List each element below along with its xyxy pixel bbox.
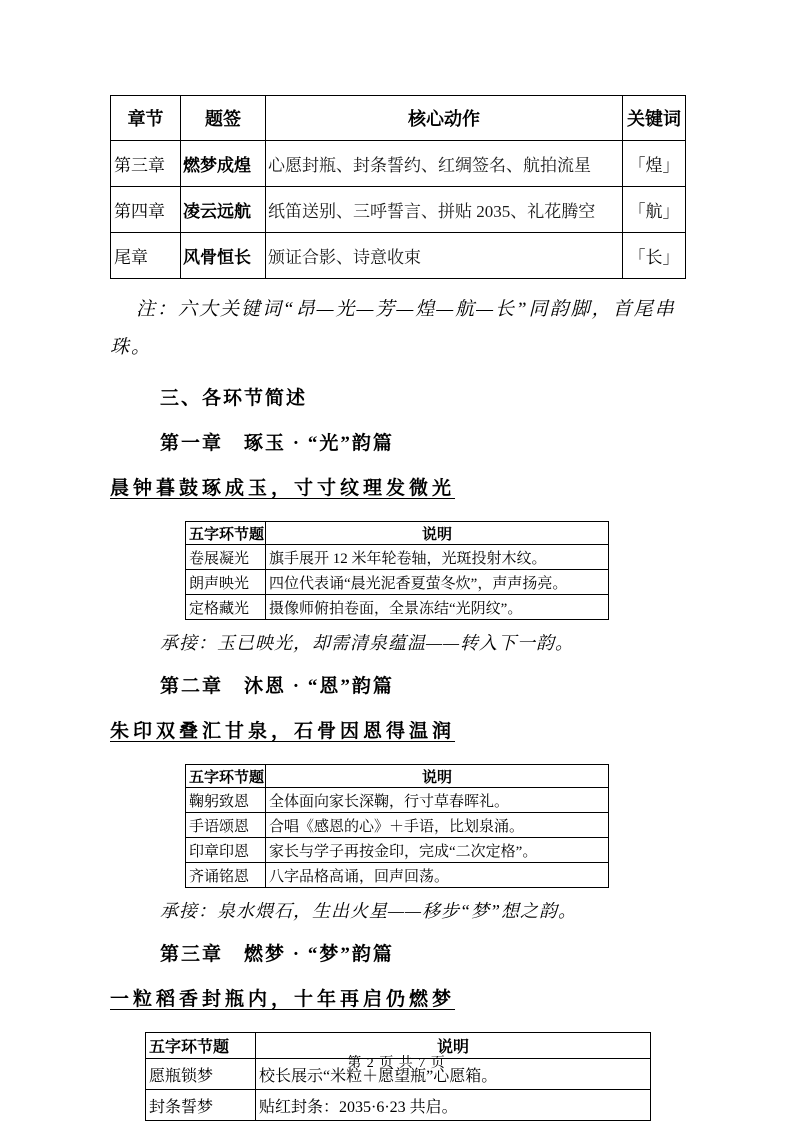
note-paragraph: 注：六大关键词“昂—光—芳—煌—航—长”同韵脚，首尾串珠。 [110, 299, 676, 358]
col-header-step-title: 五字环节题 [146, 1033, 256, 1059]
actions-cell: 心愿封瓶、封条誓约、红绸签名、航拍流星 [266, 141, 623, 187]
table-row [186, 595, 609, 620]
actions-cell: 纸笛送别、三呼誓言、拼贴 2035、礼花腾空 [266, 187, 623, 233]
tag-cell: 凌云远航 [181, 187, 266, 233]
keyword-cell: 「长」 [623, 233, 686, 279]
step-title-cell: 手语颂恩 [186, 813, 266, 838]
col-header-description: 说明 [256, 1033, 651, 1059]
table-row [111, 141, 686, 187]
col-header-actions: 核心动作 [266, 96, 623, 141]
col-header-keyword: 关键词 [623, 96, 686, 141]
table-row [186, 570, 609, 595]
chapter-2-transition: 承接：泉水煨石，生出火星——移步“梦”想之韵。 [160, 901, 578, 921]
step-title-cell: 齐诵铭恩 [186, 863, 266, 888]
col-header-step-title: 五字环节题 [186, 522, 266, 545]
table-row [186, 863, 609, 888]
tag-cell: 燃梦成煌 [181, 141, 266, 187]
chapter-3-heading: 第三章 燃梦 · “梦”韵篇 [160, 944, 394, 965]
step-desc-cell: 合唱《感恩的心》＋手语，比划泉涌。 [266, 813, 609, 838]
step-title-cell: 定格藏光 [186, 595, 266, 620]
step-desc-cell: 校长展示“米粒＋愿望瓶”心愿箱。 [256, 1059, 651, 1090]
actions-cell: 颁证合影、诗意收束 [266, 233, 623, 279]
step-title-cell: 愿瓶锁梦 [146, 1059, 256, 1090]
col-header-tag: 题签 [181, 96, 266, 141]
step-desc-cell: 八字品格高诵，回声回荡。 [266, 863, 609, 888]
step-desc-cell: 全体面向家长深鞠，行寸草春晖礼。 [266, 788, 609, 813]
step-desc-cell: 摄像师俯拍卷面，全景冻结“光阴纹”。 [266, 595, 609, 620]
tag-cell: 风骨恒长 [181, 233, 266, 279]
page-number-footer: 第 2 页 共 7 页 [347, 1056, 446, 1071]
chapter-cell: 第四章 [111, 187, 181, 233]
chapter-table-header-row [186, 522, 609, 545]
step-desc-cell: 四位代表诵“晨光泥香夏萤冬炊”，声声扬亮。 [266, 570, 609, 595]
overview-header-row [111, 96, 686, 141]
table-row [186, 788, 609, 813]
step-desc-cell: 贴红封条：2035·6·23 共启。 [256, 1090, 651, 1121]
chapter-3-tagline: 一粒稻香封瓶内，十年再启仍燃梦 [110, 989, 456, 1010]
table-row [111, 187, 686, 233]
chapter-3-table [145, 1032, 651, 1121]
table-row [186, 545, 609, 570]
col-header-description: 说明 [266, 765, 609, 788]
table-row [186, 838, 609, 863]
step-title-cell: 卷展凝光 [186, 545, 266, 570]
step-title-cell: 朗声映光 [186, 570, 266, 595]
col-header-step-title: 五字环节题 [186, 765, 266, 788]
col-header-chapter: 章节 [111, 96, 181, 141]
step-desc-cell: 家长与学子再按金印，完成“二次定格”。 [266, 838, 609, 863]
table-row [186, 813, 609, 838]
chapter-cell: 尾章 [111, 233, 181, 279]
chapter-1-transition: 承接：玉已映光，却需清泉蕴温——转入下一韵。 [160, 633, 575, 653]
table-row [111, 233, 686, 279]
chapter-1-heading: 第一章 琢玉 · “光”韵篇 [160, 433, 394, 454]
table-row [146, 1090, 651, 1121]
chapter-2-table [185, 764, 609, 888]
step-title-cell: 鞠躬致恩 [186, 788, 266, 813]
section-heading: 三、各环节简述 [160, 388, 308, 409]
chapter-1-tagline: 晨钟暮鼓琢成玉，寸寸纹理发微光 [110, 478, 456, 499]
chapter-overview-table [110, 95, 686, 279]
chapter-2-tagline: 朱印双叠汇甘泉，石骨因恩得温润 [110, 721, 456, 742]
chapter-table-header-row [186, 765, 609, 788]
keyword-cell: 「航」 [623, 187, 686, 233]
chapter-1-table [185, 521, 609, 620]
chapter-cell: 第三章 [111, 141, 181, 187]
step-title-cell: 封条誓梦 [146, 1090, 256, 1121]
step-title-cell: 印章印恩 [186, 838, 266, 863]
step-desc-cell: 旗手展开 12 米年轮卷轴，光斑投射木纹。 [266, 545, 609, 570]
chapter-2-heading: 第二章 沐恩 · “恩”韵篇 [160, 676, 394, 697]
col-header-description: 说明 [266, 522, 609, 545]
keyword-cell: 「煌」 [623, 141, 686, 187]
